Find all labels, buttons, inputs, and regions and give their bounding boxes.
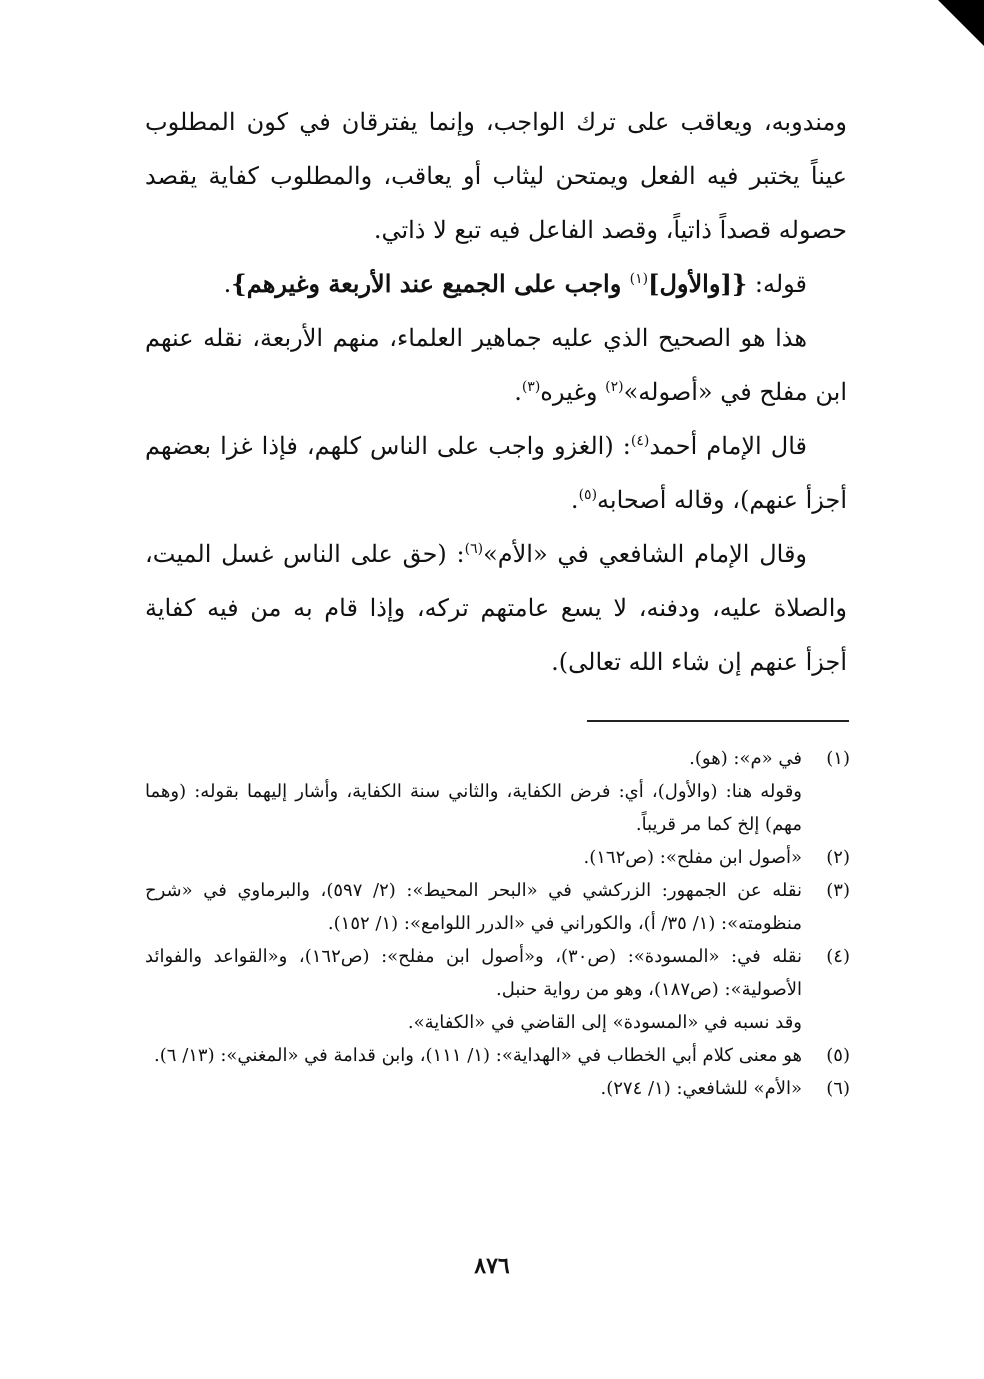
paragraph-majority [145, 311, 847, 419]
main-text [145, 95, 847, 689]
paragraph-suffix: . [570, 486, 579, 514]
footnote-divider [587, 720, 849, 722]
paragraph-text-mid: : (حق على الناس غسل الميت، والصلاة عليه، ودفنه، لا يسع عامتهم تركه، وإذا قام به من فيه كفاية أجزأ عنهم إن شاء الله تعالى) [145, 540, 847, 676]
footnote-number: (٣) [826, 880, 850, 901]
quote-prefix: قوله: [747, 270, 807, 298]
footnote-text: «الأم» للشافعي: (١/ ٢٧٤). [600, 1078, 802, 1099]
footnote-continuation: وقوله هنا: (والأول)، أي: فرض الكفاية، والثاني سنة الكفاية، وأشار إليهما بقوله: (وهما مهم) إلخ كما مر قريباً. [145, 781, 802, 835]
quote-suffix: . [223, 270, 232, 298]
footnote-number: (٥) [826, 1045, 850, 1066]
paragraph-suffix: . [551, 648, 559, 676]
footnote-ref-1: (١) [629, 271, 649, 287]
footnote-ref-2: (٢) [605, 379, 624, 395]
quote-bold-end: واجب على الجميع عند الأربعة وغيرهم} [231, 269, 630, 298]
footnote-ref-3: (٣) [521, 379, 541, 395]
footnote-text: «أصول ابن مفلح»: (ص١٦٢). [583, 847, 802, 868]
footnote-text: نقله في: «المسودة»: (ص٣٠)، و«أصول ابن مفلح»: (ص١٦٢)، و«القواعد والفوائد الأصولية»: (ص١٨٧)، وهو من رواية حنبل. [145, 946, 802, 1000]
footnote-number: (٦) [826, 1078, 850, 1099]
page-number: ٨٧٦ [474, 1253, 510, 1279]
paragraph-ahmad [145, 419, 847, 527]
paragraph-text: هذا هو الصحيح الذي عليه جماهير العلماء، منهم الأربعة، نقله عنهم ابن مفلح في «أصوله» [145, 324, 847, 406]
footnote-number: (٢) [826, 847, 850, 868]
footnote-item [145, 841, 850, 874]
footnote-item [145, 1072, 850, 1105]
footnote-text: نقله عن الجمهور: الزركشي في «البحر المحيط»: (٢/ ٥٩٧)، والبرماوي في «شرح منظومته»: (١/ ٣٥/ أ)، والكوراني في «الدرر اللوامع»: (١/ ١٥٢). [145, 880, 803, 934]
quote-bold-start: {[والأول] [648, 269, 748, 298]
corner-mark [938, 0, 984, 46]
paragraph-quote-heading [145, 257, 847, 311]
footnote-ref-4: (٤) [630, 433, 650, 449]
footnote-text: هو معنى كلام أبي الخطاب في «الهداية»: (١/ ١١١)، وابن قدامة في «المغني»: (١٣/ ٦). [154, 1045, 802, 1066]
footnote-item [145, 940, 850, 1006]
footnotes [145, 742, 850, 1105]
paragraph-shafii [145, 527, 847, 689]
paragraph-suffix: . [514, 378, 522, 406]
footnote-text: في «م»: (هو). [689, 748, 802, 769]
paragraph-text: قال الإمام أحمد [649, 432, 807, 460]
footnote-ref-6: (٦) [464, 541, 484, 557]
footnote-item [145, 874, 850, 940]
footnote-number: (٤) [826, 946, 850, 967]
footnote-item [145, 742, 850, 775]
paragraph-continuation [145, 95, 847, 257]
footnote-continuation: وقد نسبه في «المسودة» إلى القاضي في «الكفاية». [407, 1012, 802, 1033]
paragraph-text-mid: : (الغزو واجب على الناس كلهم، فإذا غزا بعضهم أجزأ عنهم)، وقاله أصحابه [145, 432, 847, 514]
paragraph-text-mid: وغيره [540, 378, 606, 406]
paragraph-text: وقال الإمام الشافعي في «الأم» [483, 540, 808, 568]
footnote-item [145, 1039, 850, 1072]
footnote-ref-5: (٥) [578, 487, 598, 503]
footnote-number: (١) [826, 748, 850, 769]
paragraph-text: ومندوبه، ويعاقب على ترك الواجب، وإنما يفترقان في كون المطلوب عيناً يختبر فيه الفعل ويمتحن ليثاب أو يعاقب، والمطلوب كفاية يقصد حصوله قصداً ذاتياً، وقصد الفاعل فيه تبع لا ذاتي. [145, 108, 847, 244]
